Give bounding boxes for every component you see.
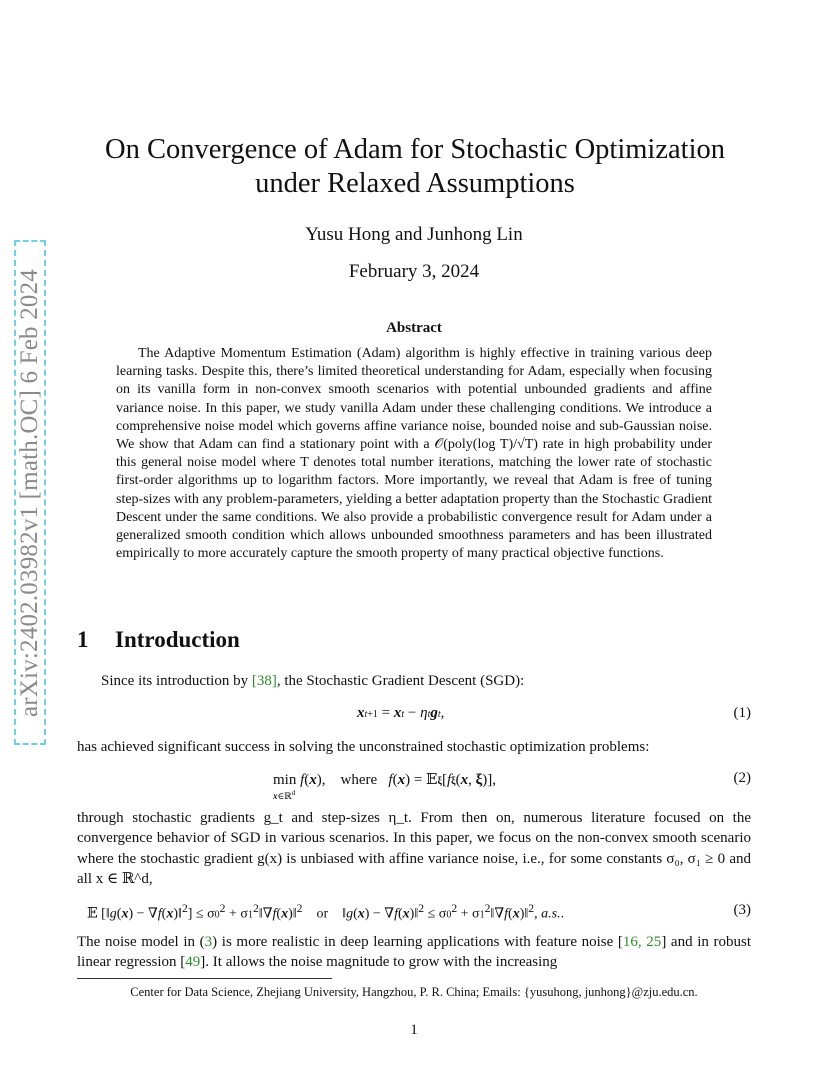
citation-link[interactable]: 49 [185,954,201,971]
arxiv-id: arXiv:2402.03982v1 [math.OC] 6 Feb 2024 [16,268,43,717]
equation-number: (1) [733,705,751,721]
paragraph-4: The noise model in (3) is more realistic in deep learning applications with feature noise [16, 25] and in robust linear regression [49]. It allows the noise magnitude to grow with the increasing [77,934,752,971]
footnote-divider [77,978,332,979]
section-number: 1 [77,627,89,652]
paragraph-2: has achieved significant success in solving the unconstrained stochastic optimization problems: [77,739,650,755]
arxiv-watermark [14,240,46,745]
citation-link[interactable]: [38] [251,673,277,689]
paragraph-1: Since its introduction by [38], the Stochastic Gradient Descent (SGD): [101,673,525,689]
page-number: 1 [410,1022,418,1038]
equation-number: (3) [733,902,751,918]
citation-link[interactable]: 16, 25 [622,934,662,950]
abstract-text: The Adaptive Momentum Estimation (Adam) algorithm is highly effective in training various deep learning tasks. Despite this, there’s limited theoretical understanding for Adam, especially when focusing on its vanilla form in non-convex smooth scenarios with potential unbounded gradients and affine variance noise. In this paper, we study vanilla Adam under these challenging conditions. We introduce a comprehensive noise model which governs affine variance noise, bounded noise and sub-Gaussian noise. We show that Adam can find a stationary point with a 𝒪(poly(log T)/√T) rate in high probability under this general noise model where T denotes total number iterations, matching the lower rate of stochastic first-order algorithms up to logarithm factors. More importantly, we reveal that Adam is free of tuning step-sizes with any problem-parameters, yielding a better adaptation property than the Stochastic Gradient Descent under the same conditions. We also provide a probabilistic convergence result for Adam under a generalized smooth condition which allows unbounded smoothness parameters and has been illustrated empirically to more accurately capture the smooth property of many practical objective functions. [116,346,712,562]
equation-reference-link[interactable]: 3 [204,934,213,950]
paragraph-3: through stochastic gradients g_t and step-sizes η_t. From then on, numerous literature focused on the convergence behavior of SGD in various scenarios. In this paper, we focus on the non-convex smooth scenario where the stochastic gradient g(x) is unbiased with affine variance noise, i.e., for some constants σ₀, σ₁ ≥ 0 and all x ∈ ℝ^d, [77,810,751,888]
section-heading [77,627,240,653]
footnote: Center for Data Science, Zhejiang University, Hangzhou, P. R. China; Emails: {yusuhong, junhong}@zju.edu.cn. [130,985,698,999]
paper-title: On Convergence of Adam for Stochastic Optimization under Relaxed Assumptions [104,134,725,199]
paper-authors: Yusu Hong and Junhong Lin [305,224,523,245]
section-title: Introduction [115,627,240,652]
equation-number: (2) [733,770,751,786]
paper-date: February 3, 2024 [348,261,480,282]
abstract-heading: Abstract [386,320,442,336]
